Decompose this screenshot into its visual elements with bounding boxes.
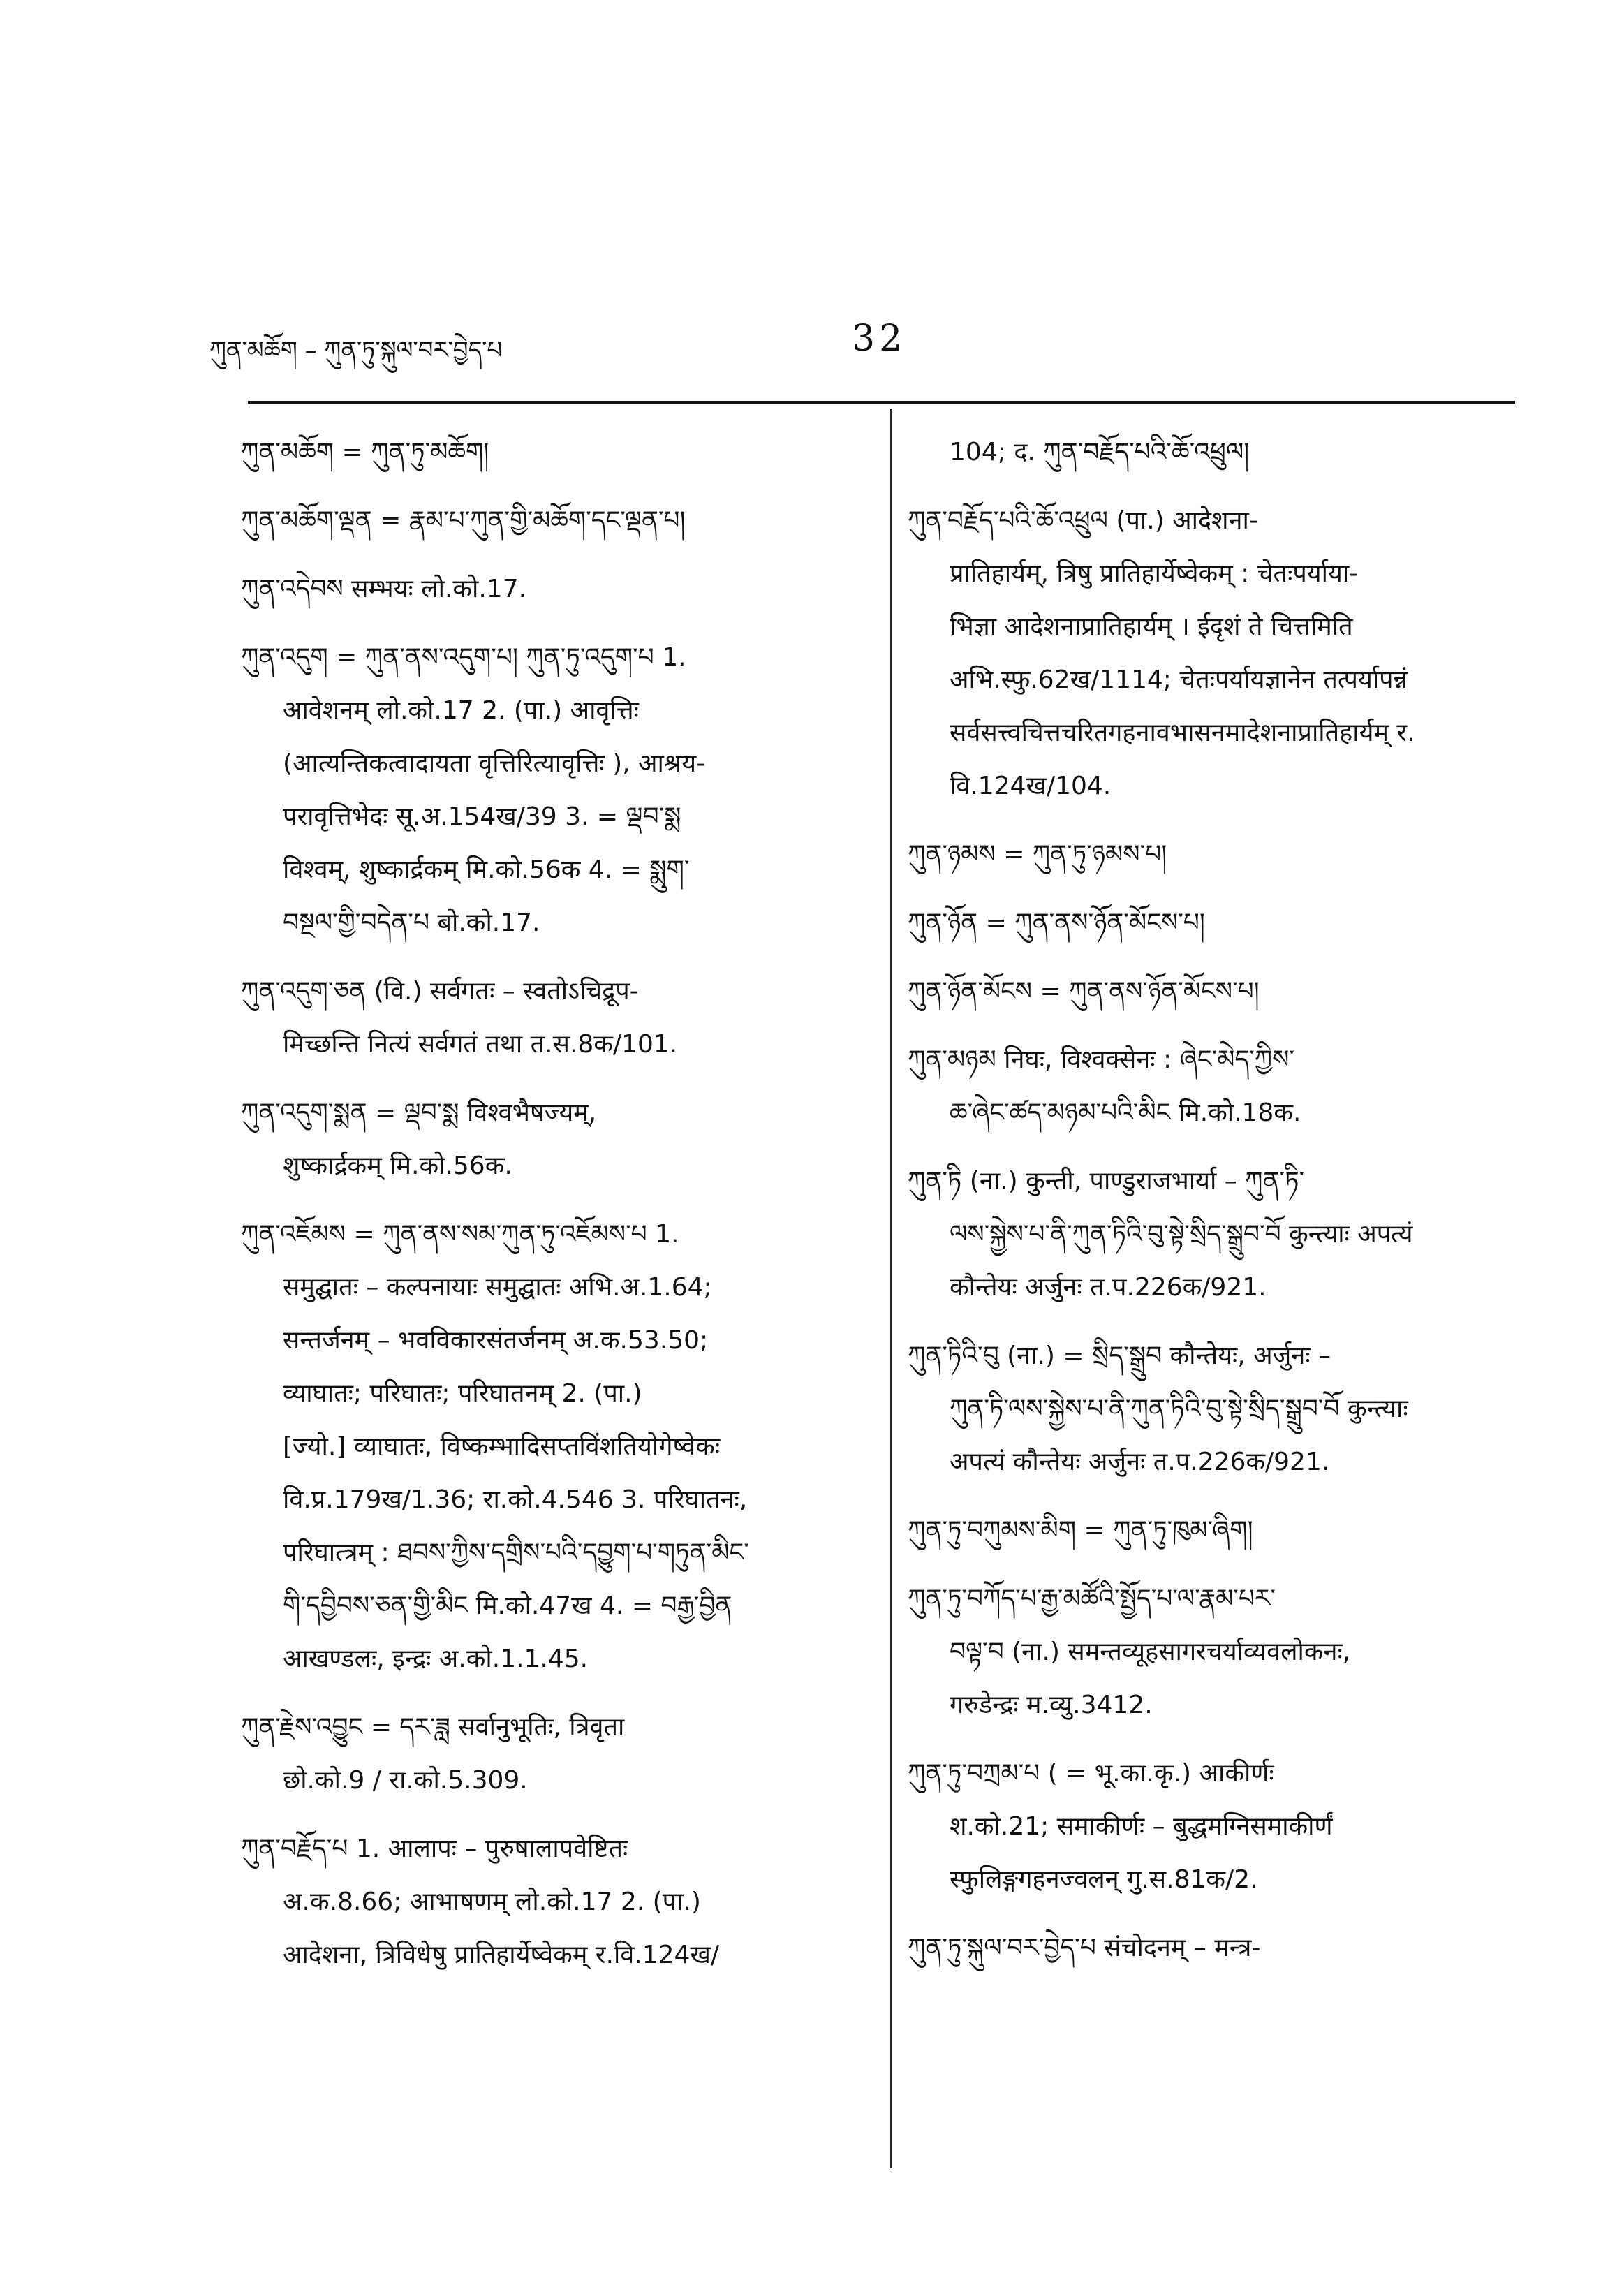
dictionary-entry xyxy=(241,1087,873,1193)
entry-line: आदेशना, त्रिविधेषु प्रातिहार्येष्वेकम् र.वि.124ख/ xyxy=(283,1941,720,1969)
entry-line: अ.क.8.66; आभाषणम् लो.को.17 2. (पा.) xyxy=(283,1888,701,1916)
entry-line: आवेशनम् लो.को.17 2. (पा.) आवृत्तिः xyxy=(283,696,639,725)
entry-line: कौन्तेयः अर्जुनः त.प.226क/921. xyxy=(950,1273,1267,1302)
entry-line: ཀུན་ཏིའི་བུ (ना.) = སྲིད་སྒྲུབ कौन्तेयः, अर्जुनः – xyxy=(908,1341,1331,1370)
entry-line: 104; द. ཀུན་བརྗོད་པའི་ཆོ་འཕྲུལ། xyxy=(950,438,1250,466)
entry-line: ཀུན་རྗེས་འབྱུང = དར་ཟླ सर्वानुभूतिः, त्रिवृता xyxy=(241,1713,625,1742)
dictionary-entry xyxy=(908,1330,1522,1489)
dictionary-entry xyxy=(908,1504,1522,1557)
entry-line: व्याघातः; परिघातः; परिघातनम् 2. (पा.) xyxy=(283,1379,642,1408)
entry-line: ཀུན་ཉོན་མོངས = ཀུན་ནས་ཉོན་མོངས་པ། xyxy=(908,977,1260,1006)
entry-line: ཀུན་འདེབས सम्भयः लो.को.17. xyxy=(241,575,527,603)
entry-line: ཀུན་འཇོམས = ཀུན་ནས་སམ་ཀུན་ཏུ་འཇོམས་པ 1. xyxy=(241,1220,679,1249)
entry-line: ཀུན་ཉམས = ཀུན་ཏུ་ཉམས་པ། xyxy=(908,840,1167,869)
entry-line: [ज्यो.] व्याघातः, विष्कम्भादिसप्तविंशतियोगेष्वेकः xyxy=(283,1432,721,1461)
entry-line: स्फुलिङ्गगहनज्वलन् गु.स.81क/2. xyxy=(950,1865,1258,1894)
entry-line: ཀུན་བརྗོད་པའི་ཆོ་འཕྲུལ (पा.) आदेशना- xyxy=(908,506,1258,535)
page-number: 32 xyxy=(852,318,907,360)
dictionary-entry xyxy=(241,631,873,950)
entry-line: सर्वसत्त्वचित्तचरितगहनावभासनमादेशनाप्रातिहार्यम् र. xyxy=(950,719,1415,747)
left-column xyxy=(241,426,873,1997)
entry-line: ཀུན་ཏུ་བཀྲམ་པ ( = भू.का.कृ.) आकीर्णः xyxy=(908,1759,1274,1788)
dictionary-entry xyxy=(241,1701,873,1807)
entry-line: བལྟ་བ (ना.) समन्तव्यूहसागरचर्याव्यवलोकनः, xyxy=(950,1638,1351,1666)
dictionary-entry xyxy=(908,828,1522,881)
entry-line: ཀུན་བརྗོད་པ 1. आलापः – पुरुषालापवेष्टितः xyxy=(241,1835,628,1863)
entry-line: प्रातिहार्यम्, त्रिषु प्रातिहार्येष्वेकम् : चेतःपर्याया- xyxy=(950,559,1359,588)
entry-line: ཀུན་མཉམ निघः, विश्वक्सेनः : ཞེང་མེད་ཀྱིས་ xyxy=(908,1045,1294,1074)
entry-line: ཀུན་ཉོན = ཀུན་ནས་ཉོན་མོངས་པ། xyxy=(908,909,1205,937)
entry-line: परिघात्त्रम् : ཐབས་ཀྱིས་དགྲིས་པའི་དབྱུག་པ་གཏུན་མིང་ xyxy=(283,1538,749,1567)
dictionary-entry xyxy=(908,1747,1522,1906)
entry-line: ཀུན་ཏུ་སྐུལ་བར་བྱེད་པ संचोदनम् – मन्त्र- xyxy=(908,1934,1261,1962)
entry-line: वि.124ख/104. xyxy=(950,772,1112,800)
dictionary-entry xyxy=(908,1922,1522,1975)
entry-line: ཀུན་མཆོག = ཀུན་ཏུ་མཆོག། xyxy=(241,438,489,466)
dictionary-entry xyxy=(908,897,1522,950)
entry-line: ཀུན་འདུག = ཀུན་ནས་འདུག་པ། ཀུན་ཏུ་འདུག་པ 1. xyxy=(241,643,686,672)
entry-line: विश्वम्, शुष्कार्द्रकम् मि.को.56क 4. = སྨུག་ xyxy=(283,855,690,884)
entry-line: ཆ་ཞེང་ཚད་མཉམ་པའི་མིང मि.को.18क. xyxy=(950,1098,1301,1127)
entry-line: वि.प्र.179ख/1.36; रा.को.4.546 3. परिघातनः, xyxy=(283,1485,748,1514)
dictionary-entry xyxy=(241,1208,873,1686)
entry-line: शुष्कार्द्रकम् मि.को.56क. xyxy=(283,1152,512,1180)
entry-line: ཀུན་ཏུ་བཀུམས་མིག = ཀུན་ཏུ་ཁུམ་ཞིག། xyxy=(908,1516,1253,1545)
entry-line: ཀུན་ཏི (ना.) कुन्ती, पाण्डुराजभार्या – ཀུན་ཏི་ xyxy=(908,1167,1305,1196)
entry-line: गरुडेन्द्रः म.व्यु.3412. xyxy=(950,1691,1153,1719)
entry-line: अपत्यं कौन्तेयः अर्जुनः त.प.226क/921. xyxy=(950,1448,1330,1476)
dictionary-entry xyxy=(908,494,1522,813)
entry-line: གི་དབྱིབས་ཅན་གྱི་མིང मि.को.47ख 4. = བརྒྱ་བྱིན xyxy=(283,1591,732,1620)
entry-line: भिज्ञा आदेशनाप्रातिहार्यम् । ईदृशं ते चित्तमिति xyxy=(950,612,1353,641)
dictionary-entry xyxy=(908,426,1522,479)
entry-line: श.को.21; समाकीर्णः – बुद्धमग्निसमाकीर्णं xyxy=(950,1812,1333,1841)
entry-line: (आत्यन्तिकत्वादायता वृत्तिरित्यावृत्तिः ), आश्रय- xyxy=(283,749,706,778)
entry-line: ཀུན་མཆོག་ལྡན = རྣམ་པ་ཀུན་གྱི་མཆོག་དང་ལྡན་པ། xyxy=(241,506,686,535)
entry-line: सन्तर्जनम् – भवविकारसंतर्जनम् अ.क.53.50; xyxy=(283,1326,709,1355)
entry-line: अभि.स्फु.62ख/1114; चेतःपर्यायज्ञानेन तत्पर्यापन्नं xyxy=(950,666,1408,694)
column-divider xyxy=(890,409,892,2168)
page-header xyxy=(209,318,1459,367)
header-rule xyxy=(248,401,1515,404)
entry-line: आखण्डलः, इन्द्रः अ.को.1.1.45. xyxy=(283,1645,589,1673)
dictionary-entry xyxy=(241,965,873,1071)
entry-line: मिच्छन्ति नित्यं सर्वगतं तथा त.स.8क/101. xyxy=(283,1030,678,1059)
entry-line: छो.को.9 / रा.को.5.309. xyxy=(283,1766,528,1795)
entry-line: ཀུན་འདུག་སྨན = ལྡབ་སྨ विश्वभैषज्यम्, xyxy=(241,1098,597,1127)
entry-line: ཀུན་ཏི་ལས་སྐྱེས་པ་ནི་ཀུན་ཏིའི་བུ་སྟེ་སྲིད་སྒྲུབ་བོ कुन्त्याः xyxy=(950,1395,1408,1423)
entry-line: བསྔལ་གྱི་བདེན་པ बो.को.17. xyxy=(283,909,540,937)
entry-line: परावृत्तिभेदः सू.अ.154ख/39 3. = ལྡབ་སྨ xyxy=(283,802,681,831)
entry-line: ཀུན་འདུག་ཅན (वि.) सर्वगतः – स्वतोऽचिद्रूप- xyxy=(241,977,639,1006)
dictionary-entry xyxy=(908,965,1522,1018)
dictionary-entry xyxy=(241,563,873,616)
entry-line: समुद्घातः – कल्पनायाः समुद्घातः अभि.अ.1.64; xyxy=(283,1273,712,1302)
right-column xyxy=(908,426,1522,1990)
entry-line: ཀུན་ཏུ་བཀོད་པ་རྒྱ་མཚོའི་སྤྱོད་པ་ལ་རྣམ་པར་ xyxy=(908,1585,1276,1613)
entry-line: ལས་སྐྱེས་པ་ནི་ཀུན་ཏིའི་བུ་སྟེ་སྲིད་སྒྲུབ་བོ कुन्त्याः अपत्यं xyxy=(950,1220,1413,1249)
dictionary-entry xyxy=(908,1034,1522,1140)
dictionary-entry xyxy=(908,1573,1522,1732)
dictionary-entry xyxy=(241,426,873,479)
header-entry-range: ཀུན་མཆོག – ཀུན་ཏུ་སྐུལ་བར་བྱེད་པ xyxy=(209,337,503,365)
dictionary-entry xyxy=(241,494,873,547)
dictionary-entry xyxy=(908,1155,1522,1314)
dictionary-entry xyxy=(241,1823,873,1982)
